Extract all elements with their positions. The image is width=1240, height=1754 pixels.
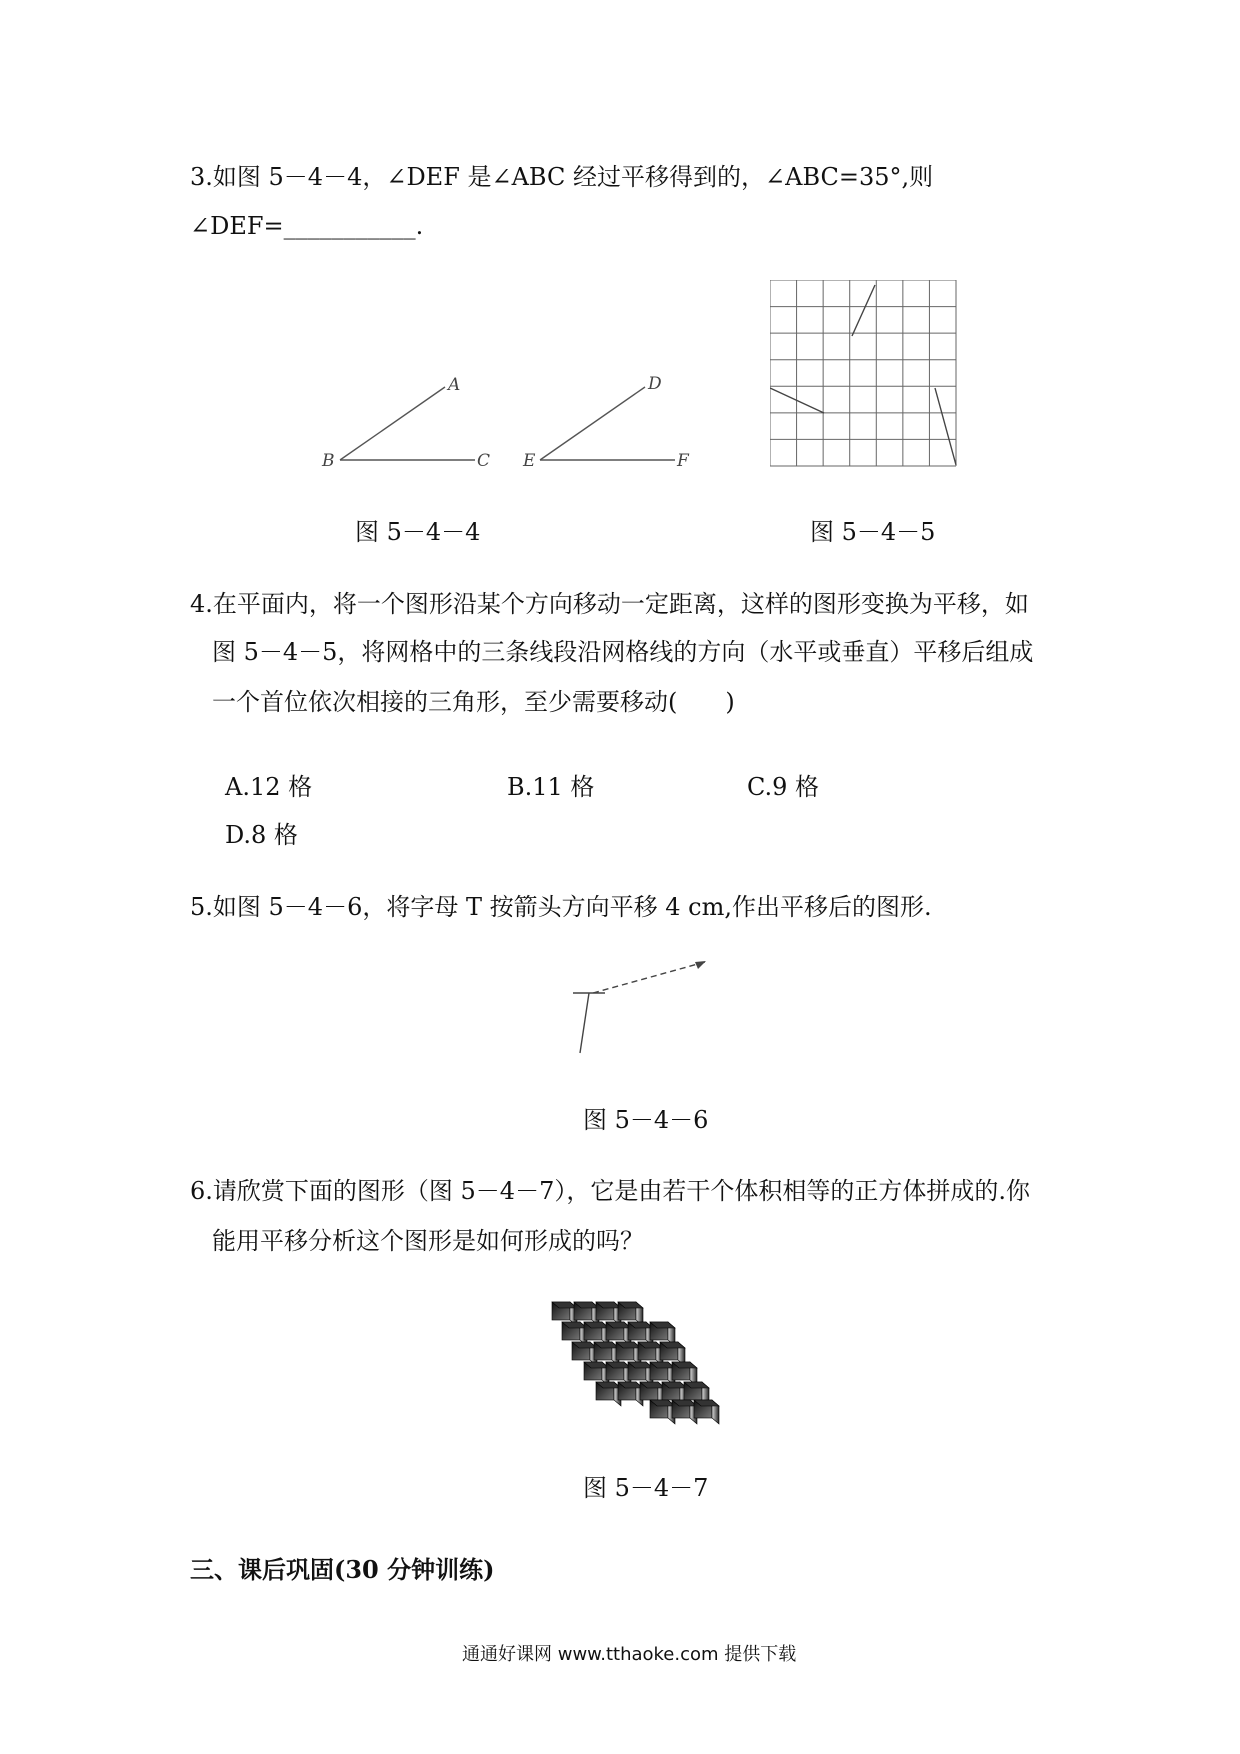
cube <box>618 1382 643 1406</box>
translation-arrow-line <box>593 962 705 993</box>
q4-option-c: C.9 格 <box>747 773 820 801</box>
cube <box>672 1400 697 1424</box>
figure-5-4-4 <box>310 365 710 475</box>
figure-5-4-5 <box>770 280 970 480</box>
footer-text: 通通好课网 www.tthaoke.com 提供下载 <box>462 1644 797 1665</box>
cube <box>596 1382 621 1406</box>
q4-line1: 4.在平面内，将一个图形沿某个方向移动一定距离，这样的图形变换为平移，如 <box>190 590 1029 618</box>
q3-line1: 3.如图 5－4－4，∠DEF 是∠ABC 经过平移得到的，∠ABC=35°,则 <box>190 163 934 191</box>
segment-ba <box>340 387 445 460</box>
q4-line2: 图 5－4－5，将网格中的三条线段沿网格线的方向（水平或垂直）平移后组成 <box>212 638 1034 666</box>
label-c: C <box>477 451 491 471</box>
caption-fig-5-4-5: 图 5－4－5 <box>810 518 936 546</box>
q4-option-b: B.11 格 <box>507 773 595 801</box>
q4-option-d: D.8 格 <box>225 821 298 849</box>
section-3-heading: 三、课后巩固(30 分钟训练) <box>190 1555 495 1584</box>
cube <box>694 1400 719 1424</box>
caption-fig-5-4-7: 图 5－4－7 <box>583 1474 709 1502</box>
caption-fig-5-4-4: 图 5－4－4 <box>355 518 481 546</box>
letter-t-stem <box>580 993 589 1053</box>
label-e: E <box>523 451 536 471</box>
q5-line1: 5.如图 5－4－6，将字母 T 按箭头方向平移 4 cm,作出平移后的图形. <box>190 893 932 921</box>
figure-5-4-7 <box>550 1300 740 1425</box>
label-a: A <box>448 375 461 395</box>
label-d: D <box>648 374 662 394</box>
q6-line1: 6.请欣赏下面的图形（图 5－4－7），它是由若干个体积相等的正方体拼成的.你 <box>190 1177 1030 1205</box>
segment-ed <box>540 387 645 460</box>
q4-option-a: A.12 格 <box>225 773 313 801</box>
caption-fig-5-4-6: 图 5－4－6 <box>583 1106 709 1134</box>
q4-line3: 一个首位依次相接的三角形，至少需要移动( ) <box>212 688 735 716</box>
grid-segment-right <box>935 388 956 465</box>
q6-line2: 能用平移分析这个图形是如何形成的吗？ <box>212 1227 644 1255</box>
arrow-head-icon <box>695 961 706 969</box>
grid-segment-top <box>852 285 875 336</box>
q3-line2: ∠DEF=___________. <box>190 212 424 240</box>
label-b: B <box>322 451 335 471</box>
figure-5-4-6 <box>565 950 725 1060</box>
cube <box>650 1400 675 1424</box>
label-f: F <box>677 451 689 471</box>
